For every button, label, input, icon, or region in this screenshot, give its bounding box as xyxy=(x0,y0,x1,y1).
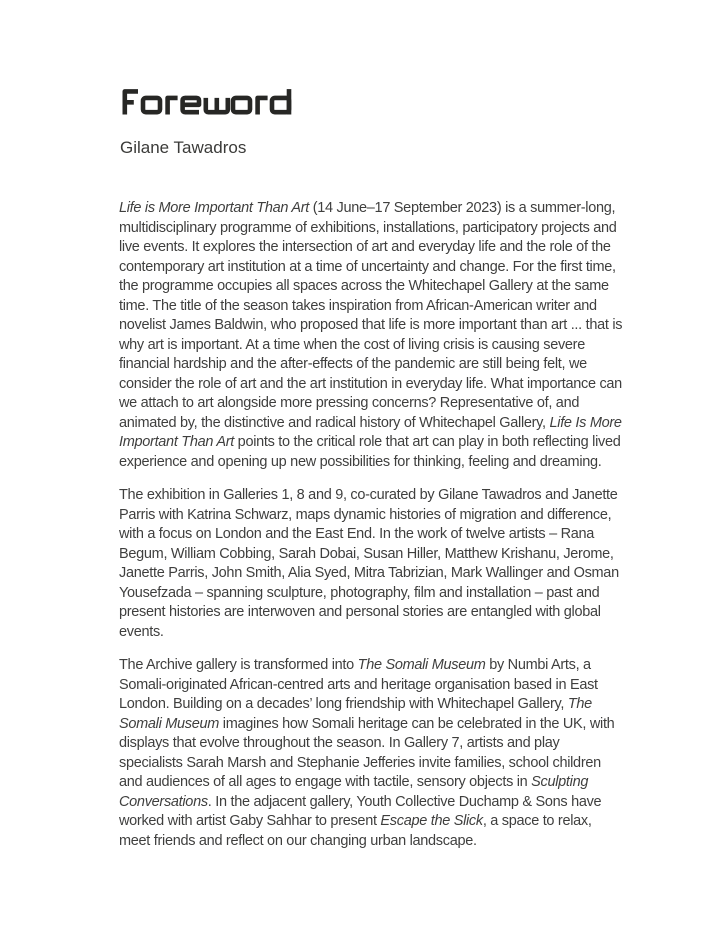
text-segment: imagines how Somali heritage can be celebrated in the UK, with displays that evolve throughout the season. In Gallery 7, artists and play specialists Sarah Marsh and Stephanie Jefferies invite families, school children and audiences of all ages to engage with tactile, sensory objects in xyxy=(119,715,615,790)
italic-text-segment: Escape the Slick xyxy=(380,813,483,829)
text-segment: by Numbi Arts, a Somali-originated African-centred arts and heritage organisation based in East London. Building on a decades’ long friendship with Whitechapel Gallery, xyxy=(119,657,598,712)
text-segment: (14 June–17 September 2023) is a summer-long, multidisciplinary programme of exhibitions, installations, participatory projects and live events. It explores the intersection of art and everyday life and the role of the contemporary art institution at a time of uncertainty and change. For the first time, the programme occupies all spaces across the Whitechapel Gallery at the same time. The title of the season takes inspiration from African-American writer and novelist James Baldwin, who proposed that life is more important than art ... that is why art is important. At a time when the cost of living crisis is causing severe financial hardship and the after-effects of the pandemic are still being felt, we consider the role of art and the art institution in everyday life. What importance can we attach to art alongside more pressing concerns? Representative of, and animated by, the distinctive and radical history of Whitechapel Gallery, xyxy=(119,200,623,431)
italic-text-segment: Sculpting Conversations xyxy=(119,774,589,810)
italic-text-segment: The Somali Museum xyxy=(357,657,486,673)
text-segment: . In the adjacent gallery, Youth Collective Duchamp & Sons have worked with artist Gaby Sahhar to present xyxy=(119,793,602,829)
page-title-glyph xyxy=(119,85,295,120)
paragraph xyxy=(119,199,625,472)
italic-text-segment: Life Is More Important Than Art xyxy=(119,414,622,450)
paragraph xyxy=(119,656,625,851)
page-title xyxy=(119,85,299,121)
paragraph xyxy=(119,486,625,642)
italic-text-segment: Life is More Important Than Art xyxy=(119,200,310,216)
text-segment: , a space to relax, meet friends and reflect on our changing urban landscape. xyxy=(119,813,592,849)
italic-text-segment: The Somali Museum xyxy=(119,696,592,732)
text-segment: The exhibition in Galleries 1, 8 and 9, co-curated by Gilane Tawadros and Janette Parris with Katrina Schwarz, maps dynamic histories of migration and difference, with a focus on London and the East End. In the work of twelve artists – Rana Begum, William Cobbing, Sarah Dobai, Susan Hiller, Matthew Krishanu, Jerome, Janette Parris, John Smith, Alia Syed, Mitra Tabrizian, Mark Wallinger and Osman Yousefzada – spanning sculpture, photography, film and installation – past and present histories are interwoven and personal stories are entangled with global events. xyxy=(119,487,619,640)
author-name: Gilane Tawadros xyxy=(120,138,247,157)
text-segment: points to the critical role that art can play in both reflecting lived experience and opening up new possibilities for thinking, feeling and dreaming. xyxy=(119,434,621,470)
foreword-body xyxy=(119,199,625,865)
page-title-text xyxy=(119,120,120,121)
text-segment: The Archive gallery is transformed into xyxy=(119,657,358,673)
